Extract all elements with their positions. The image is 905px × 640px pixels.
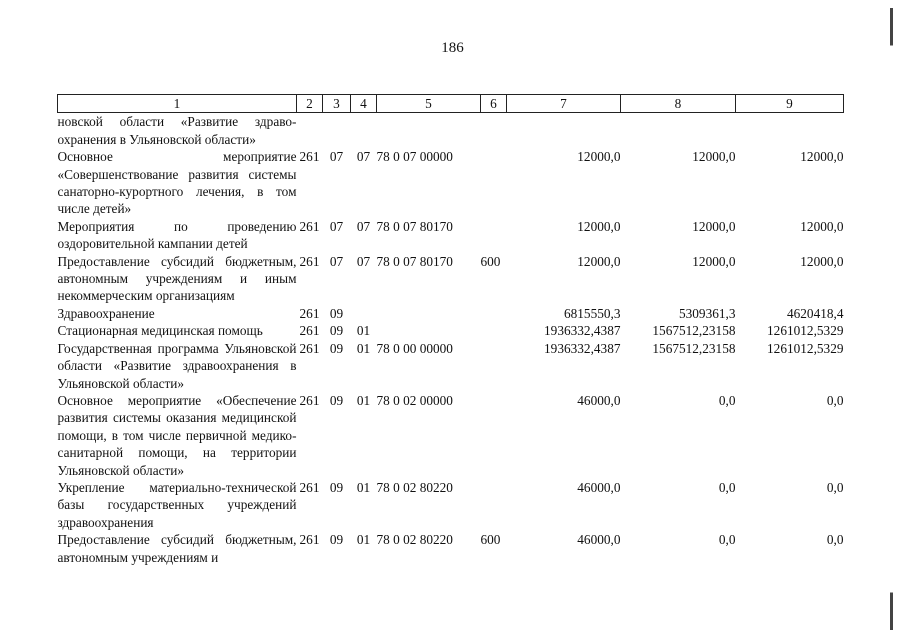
amount-year-2: 12000,0 xyxy=(692,149,736,165)
expense-type-code: 600 xyxy=(480,532,501,548)
table-row xyxy=(58,479,844,531)
table-row xyxy=(58,218,844,253)
column-header: 8 xyxy=(621,95,736,113)
section-code: 09 xyxy=(329,532,344,548)
amount-year-1: 46000,0 xyxy=(577,479,621,495)
amount-year-1: 1936332,4387 xyxy=(544,323,621,339)
amount-year-2: 0,0 xyxy=(718,532,736,548)
amount-year-3: 1261012,5329 xyxy=(767,323,844,339)
subsection-code xyxy=(351,305,377,322)
target-article-code: 78 0 07 80170 xyxy=(376,253,453,269)
section-code: 07 xyxy=(329,218,344,234)
expense-type-code xyxy=(481,113,507,148)
section-code: 09 xyxy=(329,479,344,495)
row-name: Государственная программа Ульяновской области «Развитие здравоохранения в Ульяновской области» xyxy=(57,340,297,391)
row-name: Предоставление субсидий бюджетным, автономным учреждениям и иным некоммерческим организациям xyxy=(57,253,297,304)
amount-year-2: 0,0 xyxy=(718,479,736,495)
column-header: 9 xyxy=(736,95,844,113)
table-row xyxy=(58,148,844,218)
target-article-code xyxy=(377,322,481,339)
subsection-code: 01 xyxy=(356,532,371,548)
grbs-code xyxy=(297,113,323,148)
grbs-code: 261 xyxy=(299,218,320,234)
expense-type-code xyxy=(481,479,507,531)
table-row xyxy=(58,113,844,148)
amount-year-2: 1567512,23158 xyxy=(652,340,736,356)
row-name: новской области «Развитие здраво-охранения в Ульяновской области» xyxy=(57,114,297,147)
amount-year-2: 12000,0 xyxy=(692,218,736,234)
table-row xyxy=(58,392,844,479)
amount-year-3: 12000,0 xyxy=(800,218,844,234)
amount-year-1: 46000,0 xyxy=(577,392,621,408)
target-article-code: 78 0 07 80170 xyxy=(376,218,453,234)
column-header: 1 xyxy=(58,95,297,113)
subsection-code: 01 xyxy=(356,340,371,356)
grbs-code: 261 xyxy=(299,253,320,269)
target-article-code xyxy=(377,113,481,148)
subsection-code: 01 xyxy=(356,392,371,408)
column-header: 6 xyxy=(481,95,507,113)
page-number: 186 xyxy=(441,40,464,56)
section-code: 07 xyxy=(329,149,344,165)
amount-year-3: 1261012,5329 xyxy=(767,340,844,356)
amount-year-3: 0,0 xyxy=(826,392,844,408)
amount-year-1: 46000,0 xyxy=(577,532,621,548)
section-code: 09 xyxy=(329,340,344,356)
subsection-code: 07 xyxy=(356,253,371,269)
subsection-code xyxy=(351,113,377,148)
expense-type-code xyxy=(481,340,507,392)
scan-edge-shadow xyxy=(890,8,893,630)
amount-year-1: 6815550,3 xyxy=(563,305,621,321)
expense-type-code xyxy=(481,392,507,479)
row-name: Здравоохранение xyxy=(57,305,155,321)
grbs-code: 261 xyxy=(299,340,320,356)
subsection-code: 07 xyxy=(356,149,371,165)
amount-year-3: 12000,0 xyxy=(800,253,844,269)
section-code: 09 xyxy=(329,323,344,339)
amount-year-1 xyxy=(507,113,621,148)
row-name: Мероприятия по проведению оздоровительной кампании детей xyxy=(57,218,297,252)
expense-type-code xyxy=(481,322,507,339)
subsection-code: 07 xyxy=(356,218,371,234)
column-header: 5 xyxy=(377,95,481,113)
expense-type-code xyxy=(481,218,507,253)
grbs-code: 261 xyxy=(299,305,320,321)
amount-year-3: 0,0 xyxy=(826,532,844,548)
column-header: 4 xyxy=(351,95,377,113)
amount-year-1: 12000,0 xyxy=(577,149,621,165)
target-article-code: 78 0 02 80220 xyxy=(376,479,453,495)
expense-type-code xyxy=(481,305,507,322)
column-header: 2 xyxy=(297,95,323,113)
amount-year-3: 12000,0 xyxy=(800,149,844,165)
amount-year-2 xyxy=(621,113,736,148)
amount-year-2: 5309361,3 xyxy=(678,305,736,321)
amount-year-3 xyxy=(736,113,844,148)
table-row xyxy=(58,253,844,305)
subsection-code: 01 xyxy=(356,323,371,339)
row-name: Укрепление материально-технической базы государственных учреждений здравоохранения xyxy=(57,479,297,530)
row-name: Основное мероприятие «Обеспечение развития системы оказания медицинской помощи, в том числе первичной медико-санитарной помощи, на территории Ульяновской области» xyxy=(57,392,297,478)
amount-year-2: 1567512,23158 xyxy=(652,323,736,339)
target-article-code: 78 0 02 00000 xyxy=(376,392,453,408)
target-article-code: 78 0 07 00000 xyxy=(376,149,453,165)
amount-year-2: 12000,0 xyxy=(692,253,736,269)
column-header: 3 xyxy=(323,95,351,113)
grbs-code: 261 xyxy=(299,532,320,548)
column-header: 7 xyxy=(507,95,621,113)
amount-year-1: 1936332,4387 xyxy=(544,340,621,356)
amount-year-1: 12000,0 xyxy=(577,218,621,234)
amount-year-3: 4620418,4 xyxy=(786,305,844,321)
grbs-code: 261 xyxy=(299,479,320,495)
amount-year-2: 0,0 xyxy=(718,392,736,408)
amount-year-1: 12000,0 xyxy=(577,253,621,269)
expense-type-code xyxy=(481,148,507,218)
budget-table xyxy=(57,94,844,566)
amount-year-3: 0,0 xyxy=(826,479,844,495)
grbs-code: 261 xyxy=(299,392,320,408)
grbs-code: 261 xyxy=(299,323,320,339)
table-row xyxy=(58,531,844,566)
table-row xyxy=(58,340,844,392)
grbs-code: 261 xyxy=(299,149,320,165)
row-name: Основное мероприятие «Совершенствование развития системы санаторно-курортного лечения, в том числе детей» xyxy=(57,149,297,217)
row-name: Предоставление субсидий бюджетным, автономным учреждениям и xyxy=(57,532,297,565)
target-article-code xyxy=(377,305,481,322)
table-header-row xyxy=(58,95,844,113)
expense-type-code: 600 xyxy=(480,253,501,269)
section-code: 09 xyxy=(329,305,344,321)
target-article-code: 78 0 02 80220 xyxy=(376,532,453,548)
row-name: Стационарная медицинская помощь xyxy=(57,323,263,339)
section-code: 09 xyxy=(329,392,344,408)
section-code xyxy=(323,113,351,148)
subsection-code: 01 xyxy=(356,479,371,495)
target-article-code: 78 0 00 00000 xyxy=(376,340,453,356)
table-row xyxy=(58,322,844,339)
table-row xyxy=(58,305,844,322)
section-code: 07 xyxy=(329,253,344,269)
